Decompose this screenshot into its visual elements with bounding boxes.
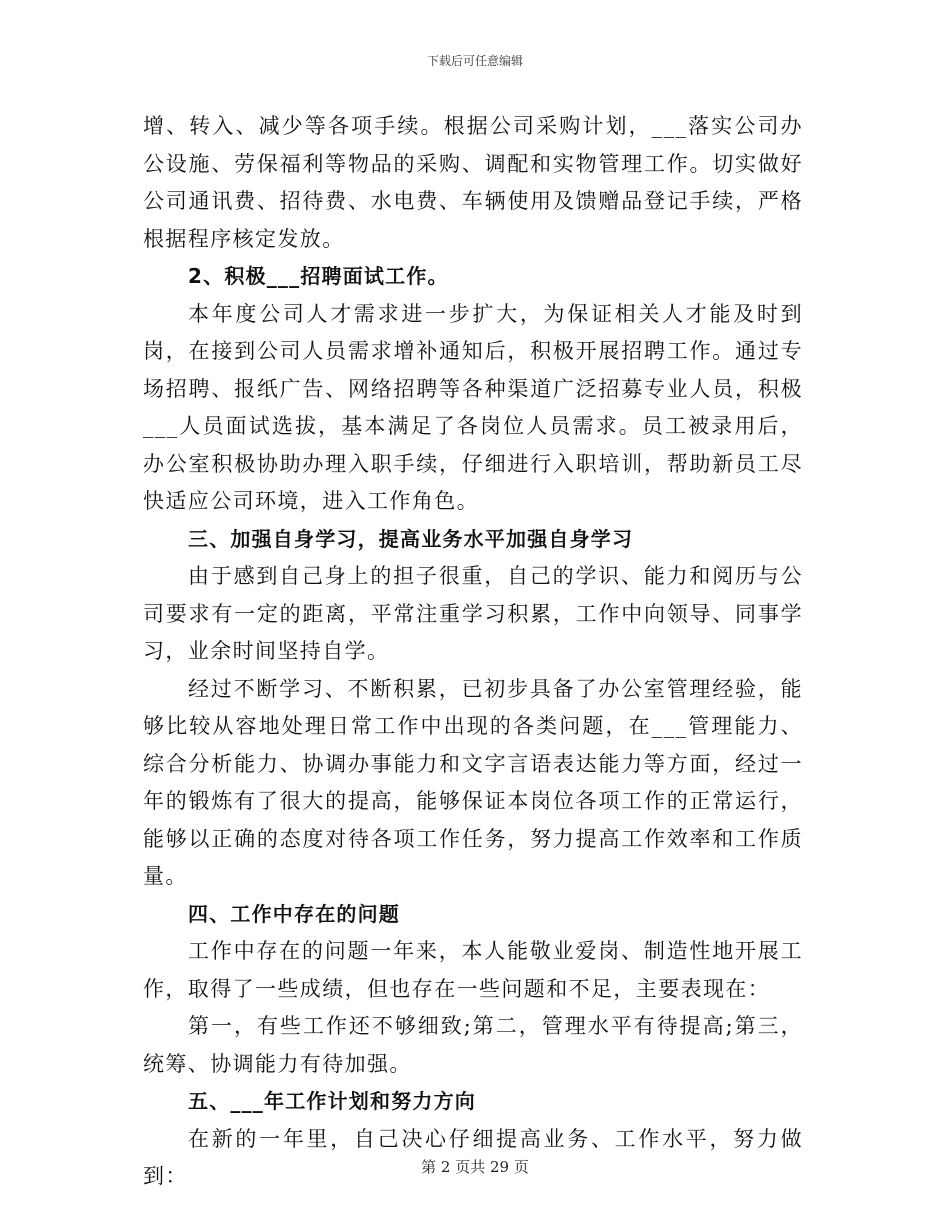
paragraph: 由于感到自己身上的担子很重，自己的学识、能力和阅历与公司要求有一定的距离，平常注重学习积累，工作中向领导、同事学习，业余时间坚持自学。 [143, 564, 803, 663]
paragraph: 经过不断学习、不断积累，已初步具备了办公室管理经验，能够比较从容地处理日常工作中出现的各类问题，在___管理能力、综合分析能力、协调办事能力和文字言语表达能力等方面，经过一年的锻炼有了很大的提高，能够保证本岗位各项工作的正常运行，能够以正确的态度对待各项工作任务，努力提高工作效率和工作质量。 [143, 676, 803, 888]
paragraph: 在新的一年里，自己决心仔细提高业务、工作水平，努力做到： [143, 1126, 803, 1188]
paragraph: 第一，有些工作还不够细致;第二，管理水平有待提高;第三，统筹、协调能力有待加强。 [143, 1014, 803, 1076]
section-heading: 四、工作中存在的问题 [188, 901, 400, 926]
paragraph: 工作中存在的问题一年来，本人能敬业爱岗、制造性地开展工作，取得了一些成绩，但也存在一些问题和不足，主要表现在： [143, 939, 803, 1001]
section-heading: 五、___年工作计划和努力方向 [188, 1089, 476, 1113]
paragraph: 本年度公司人才需求进一步扩大，为保证相关人才能及时到岗，在接到公司人员需求增补通知后，积极开展招聘工作。通过专场招聘、报纸广告、网络招聘等各种渠道广泛招募专业人员，积极___人员面试选拔，基本满足了各岗位人员需求。员工被录用后，办公室积极协助办理入职手续，仔细进行入职培训，帮助新员工尽快适应公司环境，进入工作角色。 [143, 301, 803, 513]
section-heading: 2、积极___招聘面试工作。 [188, 264, 449, 288]
paragraph: 增、转入、减少等各项手续。根据公司采购计划，___落实公司办公设施、劳保福利等物品的采购、调配和实物管理工作。切实做好公司通讯费、招待费、水电费、车辆使用及馈赠品登记手续，严格根据程序核定发放。 [143, 114, 803, 251]
document-body [143, 108, 803, 1196]
section-heading: 三、加强自身学习，提高业务水平加强自身学习 [188, 526, 634, 551]
page-header: 下载后可任意编辑 [426, 54, 523, 68]
page-footer: 第 2 页共 29 页 [421, 1158, 529, 1176]
